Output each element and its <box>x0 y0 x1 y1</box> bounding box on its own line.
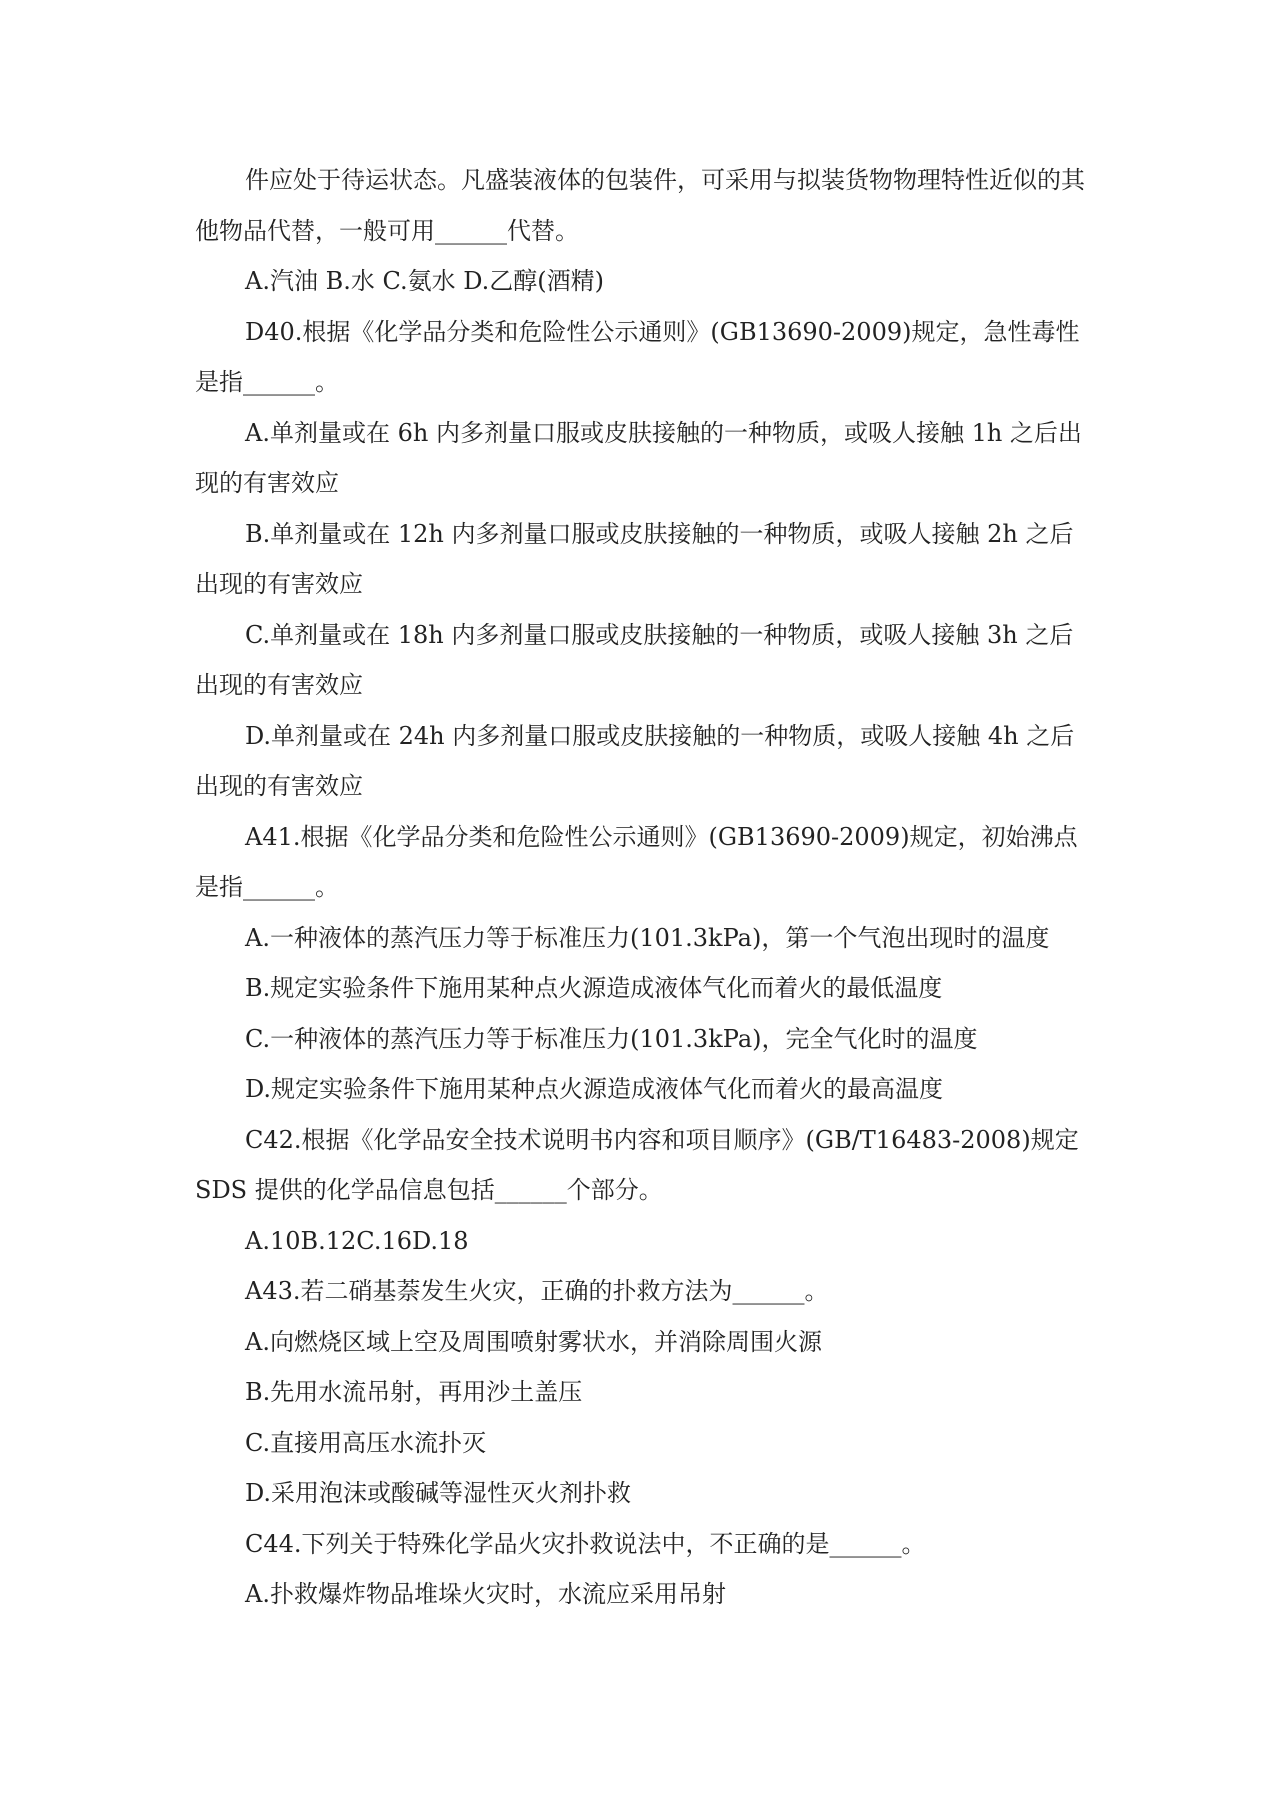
question-40-option-c: C.单剂量或在 18h 内多剂量口服或皮肤接触的一种物质，或吸人接触 3h 之后出现的有害效应 <box>195 620 1074 699</box>
question-40-option-b: B.单剂量或在 12h 内多剂量口服或皮肤接触的一种物质，或吸人接触 2h 之后出现的有害效应 <box>195 519 1074 598</box>
question-42-stem: C42.根据《化学品安全技术说明书内容和项目顺序》(GB/T16483-2008)规定SDS 提供的化学品信息包括______个部分。 <box>195 1125 1079 1204</box>
question-41-option-b: B.规定实验条件下施用某种点火源造成液体气化而着火的最低温度 <box>245 974 943 1002</box>
question-43-option-a: A.向燃烧区域上空及周围喷射雾状水，并消除周围火源 <box>245 1327 822 1356</box>
question-40-stem: D40.根据《化学品分类和危险性公示通则》(GB13690-2009)规定，急性毒性是指______。 <box>195 317 1080 396</box>
question-43-option-d: D.采用泡沫或酸碱等湿性灭火剂扑救 <box>245 1479 632 1507</box>
question-41-option-a: A.一种液体的蒸汽压力等于标准压力(101.3kPa)，第一个气泡出现时的温度 <box>245 923 1050 952</box>
question-41-option-c: C.一种液体的蒸汽压力等于标准压力(101.3kPa)，完全气化时的温度 <box>245 1024 978 1053</box>
question-40-option-a: A.单剂量或在 6h 内多剂量口服或皮肤接触的一种物质，或吸人接触 1h 之后出现的有害效应 <box>195 418 1082 497</box>
question-43-option-c: C.直接用高压水流扑灭 <box>245 1428 487 1457</box>
question-43-option-b: B.先用水流吊射，再用沙土盖压 <box>245 1378 583 1406</box>
question-44-stem: C44.下列关于特殊化学品火灾扑救说法中，不正确的是______。 <box>245 1529 926 1558</box>
question-41-option-d: D.规定实验条件下施用某种点火源造成液体气化而着火的最高温度 <box>245 1075 944 1103</box>
question-41-stem: A41.根据《化学品分类和危险性公示通则》(GB13690-2009)规定，初始沸点是指______。 <box>195 822 1078 901</box>
document-page <box>195 155 1095 1620</box>
question-39-stem-continuation: 件应处于待运状态。凡盛装液体的包装件，可采用与拟装货物物理特性近似的其他物品代替，一般可用______代替。 <box>195 166 1085 245</box>
question-40-option-d: D.单剂量或在 24h 内多剂量口服或皮肤接触的一种物质，或吸人接触 4h 之后出现的有害效应 <box>195 721 1075 800</box>
question-43-stem: A43.若二硝基萘发生火灾，正确的扑救方法为______。 <box>245 1277 829 1305</box>
question-39-options: A.汽油 B.水 C.氨水 D.乙醇(酒精) <box>245 267 604 295</box>
question-44-option-a: A.扑救爆炸物品堆垛火灾时，水流应采用吊射 <box>245 1580 726 1608</box>
question-42-options: A.10B.12C.16D.18 <box>245 1226 469 1255</box>
